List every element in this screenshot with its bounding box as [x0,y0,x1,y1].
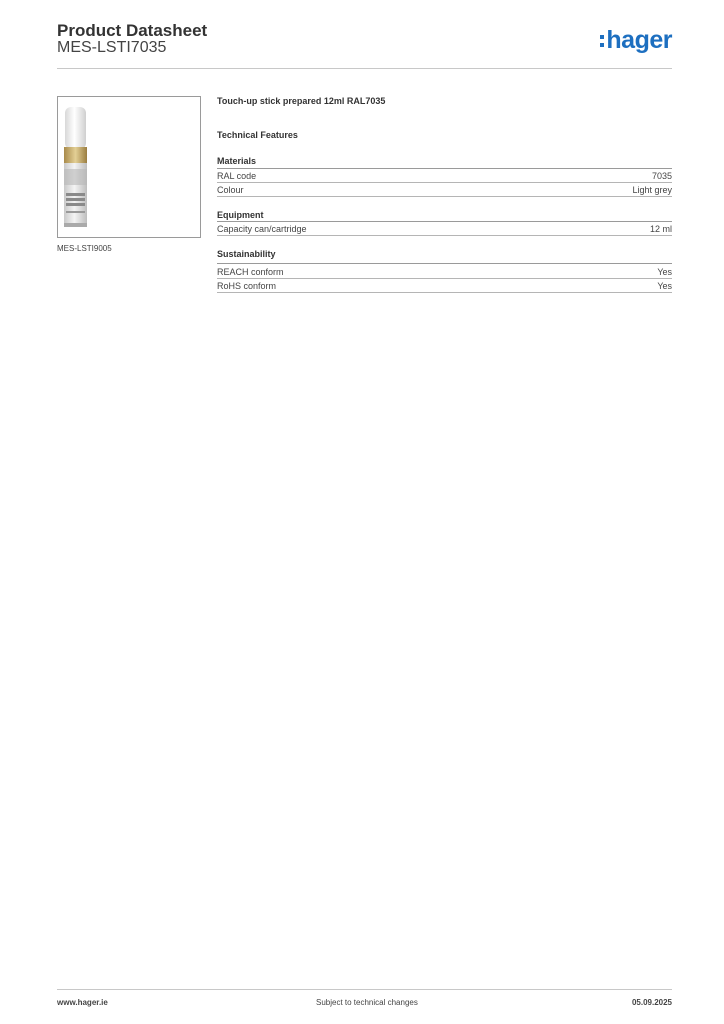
spec-label: Colour [217,184,244,195]
touch-up-stick-illustration [58,97,200,237]
spec-value: 12 ml [649,223,672,234]
logo-colon-icon [600,35,604,47]
footer-note: Subject to technical changes [316,998,418,1007]
spec-label: Capacity can/cartridge [217,223,307,234]
section-divider [217,263,672,264]
spec-value: Yes [657,280,672,291]
section-title-sustainability: Sustainability [217,249,276,259]
image-caption: MES-LSTI9005 [57,244,112,253]
spec-label: REACH conform [217,266,284,277]
hager-logo [600,26,672,55]
footer-date: 05.09.2025 [631,998,672,1007]
product-code: MES-LSTI7035 [57,39,167,56]
footer-website-link[interactable]: www.hager.ie [57,998,108,1007]
spec-row [217,265,672,279]
page-title: Product Datasheet [57,21,208,40]
technical-features-heading: Technical Features [217,130,298,140]
footer-divider [57,989,672,990]
product-name: Touch-up stick prepared 12ml RAL7035 [217,96,386,106]
spec-value: Yes [657,266,672,277]
product-image [57,96,201,238]
spec-row [217,279,672,293]
spec-row [217,222,672,236]
spec-row [217,183,672,197]
section-title-materials: Materials [217,156,257,166]
spec-label: RAL code [217,170,257,181]
spec-value: Light grey [632,184,672,195]
spec-label: RoHS conform [217,280,277,291]
header-divider [57,68,672,69]
logo-text: hager [606,26,672,54]
spec-row [217,169,672,183]
section-title-equipment: Equipment [217,210,264,220]
spec-value: 7035 [651,170,672,181]
